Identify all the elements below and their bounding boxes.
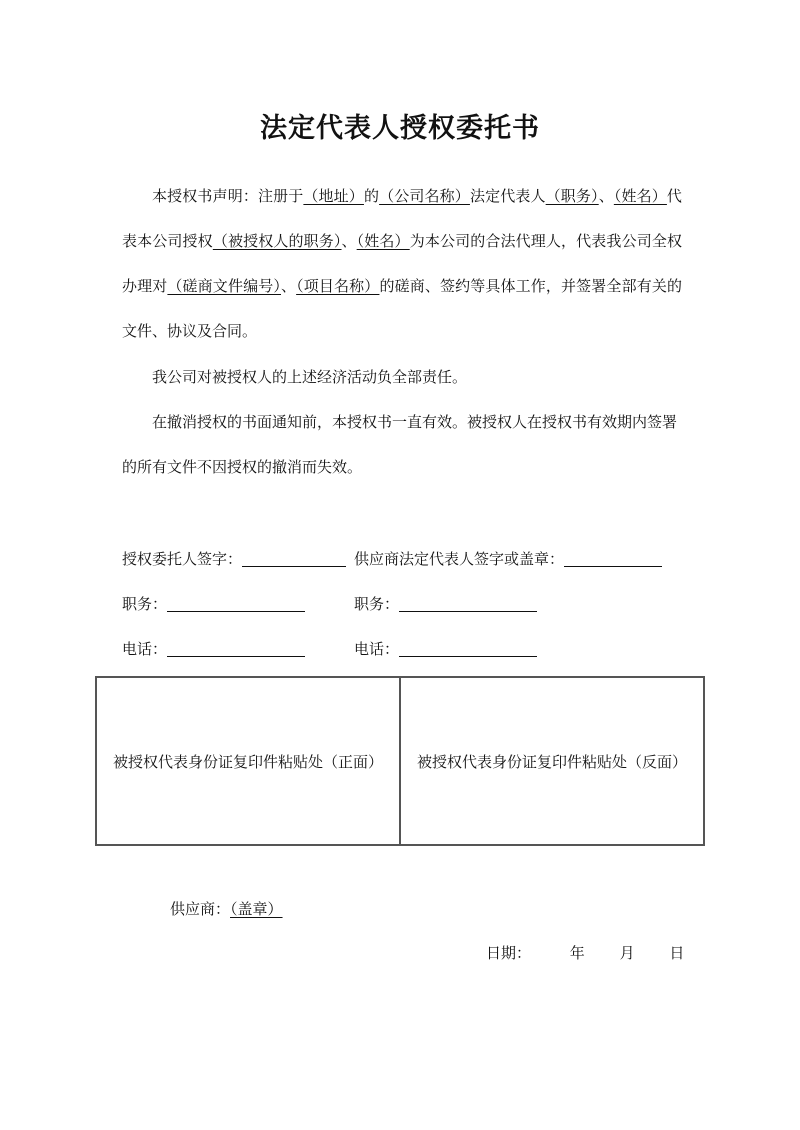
delegate-sign-label: 授权委托人签字： [122,550,243,568]
id-card-back-label: 被授权代表身份证复印件粘贴处（反面） [416,752,687,771]
legal-rep-signature-row [354,547,662,571]
declaration-text: 、 [280,277,297,295]
phone-label: 电话： [354,640,400,658]
legal-rep-name-field[interactable]: （姓名） [613,187,667,205]
responsibility-paragraph: 我公司对被授权人的上述经济活动负全部责任。 [152,368,468,386]
date-year: 年 [569,944,585,962]
date-row [486,942,684,963]
phone-row-right [354,637,537,661]
declaration-text: 本授权书声明：注册于 [152,187,304,205]
phone-row-left [122,637,305,661]
declaration-text: 、 [598,187,614,205]
delegate-signature-row [122,547,346,571]
validity-paragraph: 在撤消授权的书面通知前，本授权书一直有效。被授权人在授权书有效期内签署的所有文件不因授权的撤消而失效。 [122,413,678,476]
phone-line[interactable] [167,640,305,657]
company-name-field[interactable]: （公司名称） [379,187,470,205]
phone-label: 电话： [122,640,168,658]
declaration-text: 的 [363,187,380,205]
delegate-name-field[interactable]: （姓名） [356,232,410,250]
declaration-text: 法定代表人 [469,187,546,205]
document-title: 法定代表人授权委托书 [260,113,540,144]
tender-number-field[interactable]: （磋商文件编号） [167,277,281,295]
id-card-paste-box [95,676,705,846]
delegate-signature-line[interactable] [242,550,346,567]
position-line[interactable] [399,595,537,612]
address-field[interactable]: （地址） [303,187,364,205]
phone-line[interactable] [399,640,537,657]
id-card-front-label: 被授权代表身份证复印件粘贴处（正面） [112,752,383,771]
declaration-text: 为本公司的合法代理人，代表我公司全权办理对 [122,232,682,295]
legal-rep-position-field[interactable]: （职务） [545,187,599,205]
supplier-label: 供应商： [170,900,231,918]
declaration-paragraph [122,174,682,354]
supplier-stamp-field[interactable]: （盖章） [230,900,283,918]
declaration-text: 、 [341,232,357,250]
position-label: 职务： [122,595,168,613]
date-day: 日 [669,944,685,962]
date-label: 日期： [486,944,532,962]
id-card-front-area [97,678,401,844]
position-line[interactable] [167,595,305,612]
legal-rep-sign-label: 供应商法定代表人签字或盖章： [354,550,565,568]
position-row-left [122,592,305,616]
declaration-text: 的磋商、签约等具体工作，并签署全部有关的文件、协议及合同。 [122,277,682,340]
legal-rep-signature-line[interactable] [564,550,662,567]
project-name-field[interactable]: （项目名称） [296,277,380,295]
position-label: 职务： [354,595,400,613]
delegate-position-field[interactable]: （被授权人的职务） [212,232,342,250]
position-row-right [354,592,537,616]
id-card-back-area [401,678,703,844]
date-month: 月 [619,944,635,962]
declaration-text: 代表本公司授权 [122,187,682,250]
supplier-stamp-row [170,898,283,919]
